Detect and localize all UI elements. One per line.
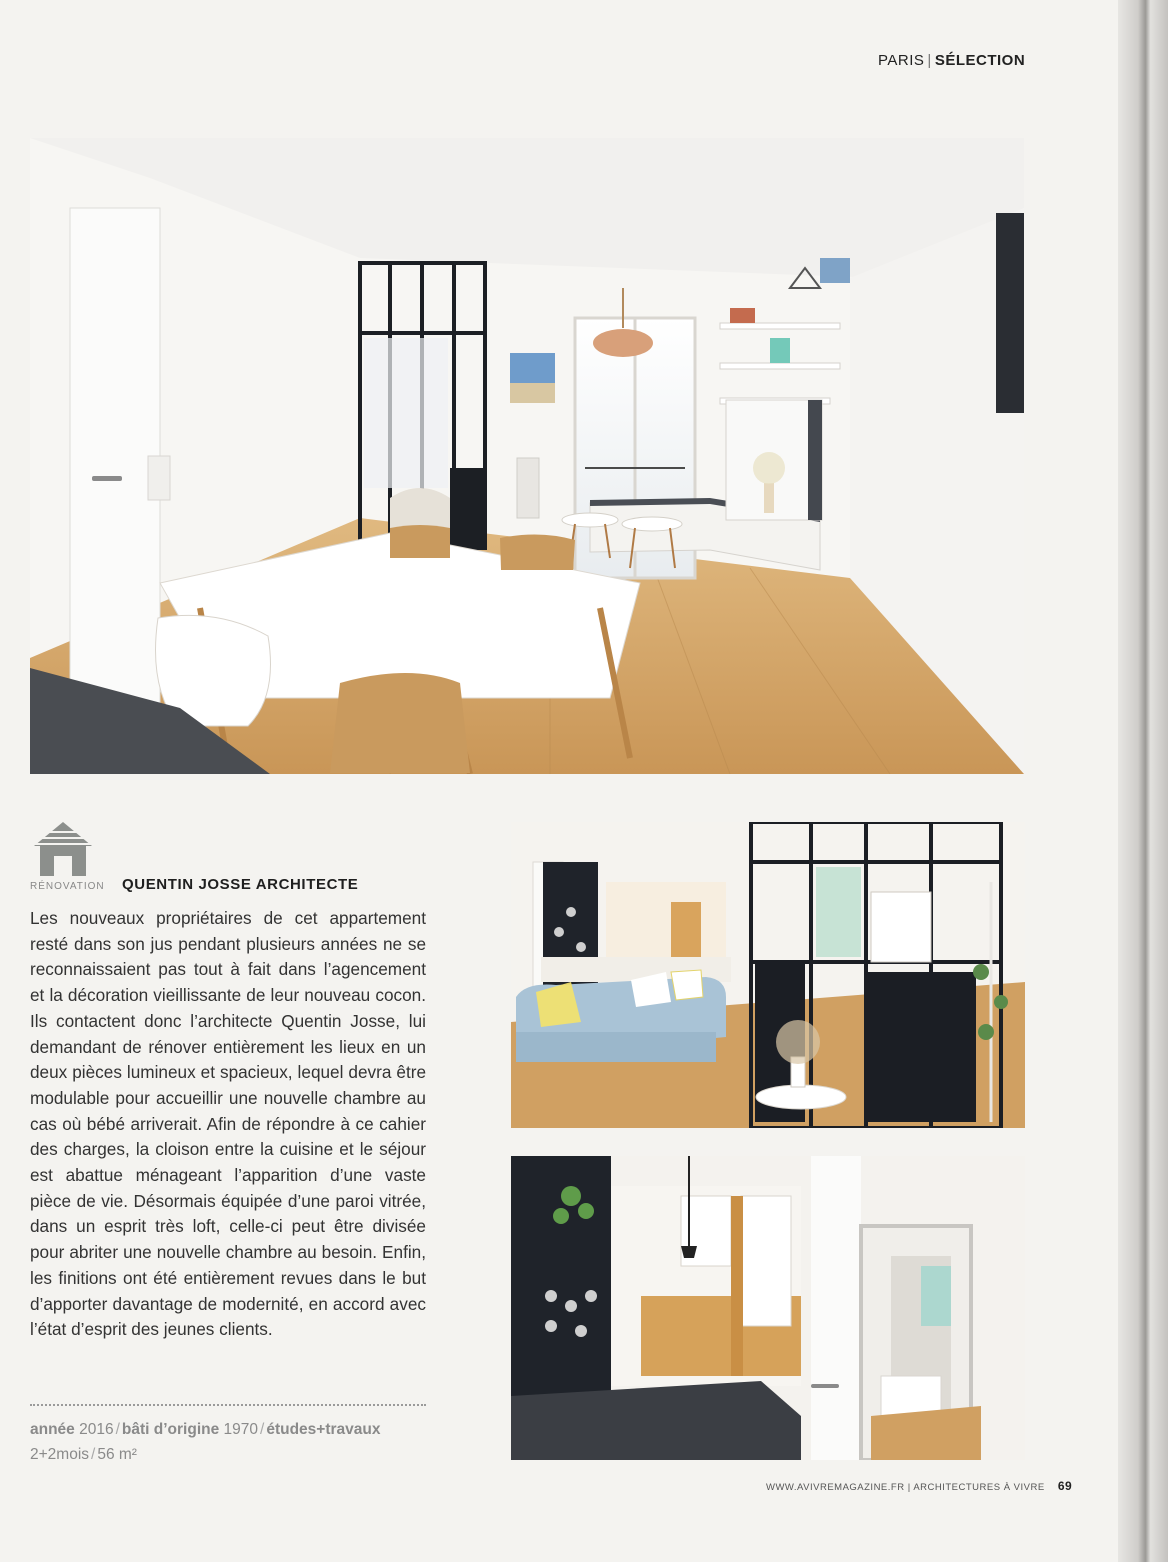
main-photo	[30, 138, 1024, 774]
works-value: 2+2mois	[30, 1446, 90, 1463]
facts-separator: /	[260, 1421, 265, 1438]
origin-value: 1970	[223, 1421, 259, 1438]
page-binding-edge	[1118, 0, 1168, 1562]
area-value: 56 m²	[97, 1446, 137, 1463]
header-separator: |	[927, 52, 932, 69]
year-value: 2016	[79, 1421, 114, 1438]
works-label: études+travaux	[266, 1421, 381, 1438]
origin-label: bâti d’origine	[121, 1421, 220, 1438]
category-label: RÉNOVATION	[30, 881, 105, 892]
main-photo-scene	[30, 138, 1024, 774]
page-number: 69	[1057, 1479, 1073, 1493]
kitchen-scene	[511, 1156, 1025, 1460]
facts-divider	[30, 1404, 426, 1406]
living-room-scene	[511, 822, 1025, 1128]
door-handle-icon	[811, 1384, 839, 1388]
header-section: SÉLECTION	[934, 52, 1026, 69]
article-body	[30, 906, 426, 1343]
page-footer	[766, 1479, 1072, 1493]
living-room-photo	[511, 822, 1025, 1128]
architect-name: QUENTIN JOSSE ARCHITECTE	[122, 876, 359, 893]
project-facts	[30, 1417, 430, 1467]
article-body-paragraph: Les nouveaux propriétaires de cet appartement resté dans son jus pendant plusieurs années ne se reconnaissaient pas tout à fait dans l’agencement et la décoration vieillissante de leur nouveau cocon. Ils contactent donc l’architecte Quentin Josse, lui demandant de rénover entièrement les lieux en un deux pièces lumineux et spacieux, lequel devra être modulable pour accueillir une nouvelle chambre au cas où bébé arriverait. Afin de répondre à ce cahier des charges, la cloison entre la cuisine et le séjour est abattue ménageant l’apparition d’une vaste pièce de vie. Désormais équipée d’une paroi vitrée, dans un esprit très loft, celle-ci peut être divisée pour abriter une nouvelle chambre au besoin. Enfin, les finitions ont été entièrement revues dans le but d’apporter davantage de modernité, en accord avec l’état d’esprit des jeunes clients.	[30, 908, 426, 1340]
footer-site: WWW.AVIVREMAGAZINE.FR	[766, 1482, 905, 1493]
door-handle-icon	[92, 476, 122, 481]
house-icon	[32, 820, 94, 878]
kitchen-photo	[511, 1156, 1025, 1460]
section-header	[878, 52, 1025, 69]
footer-separator: |	[907, 1482, 911, 1493]
facts-separator: /	[115, 1421, 120, 1438]
header-city: PARIS	[878, 52, 925, 69]
footer-magazine: ARCHITECTURES À VIVRE	[913, 1482, 1045, 1493]
facts-separator: /	[91, 1446, 96, 1463]
year-label: année	[30, 1421, 75, 1438]
